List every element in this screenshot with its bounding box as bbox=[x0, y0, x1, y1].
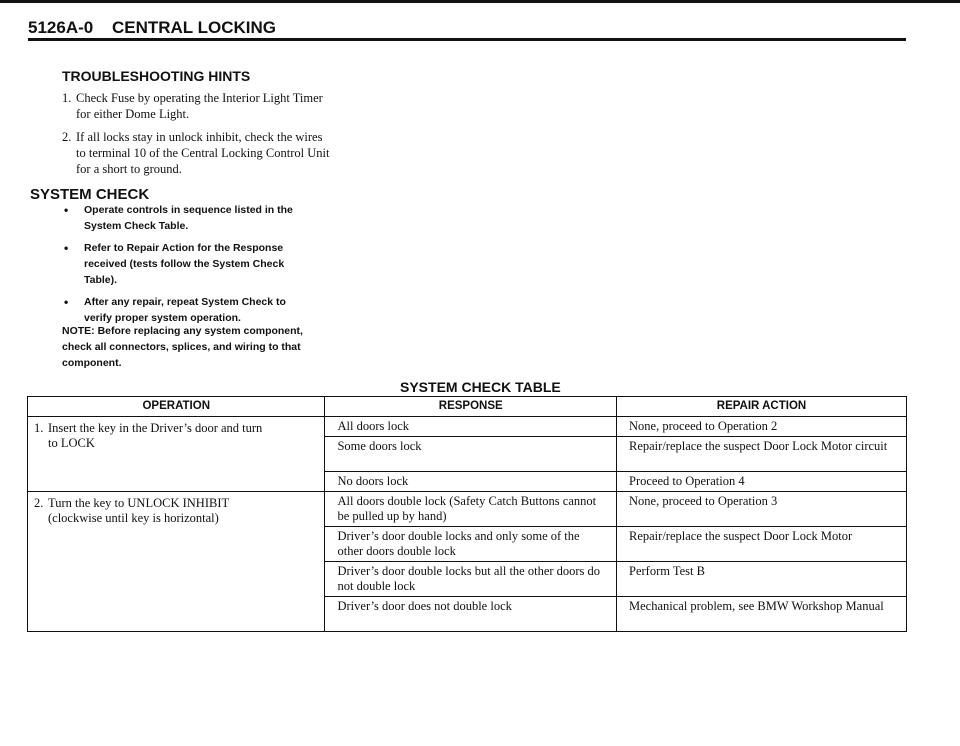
response-cell bbox=[325, 417, 617, 492]
response-text: All doors double lock (Safety Catch Buttons cannot be pulled up by hand) bbox=[325, 492, 616, 527]
response-text: Some doors lock bbox=[325, 437, 616, 472]
system-check-text: Operate controls in sequence listed in the System Check Table. bbox=[84, 204, 293, 232]
repair-text: Mechanical problem, see BMW Workshop Manual bbox=[629, 599, 884, 613]
table-title: SYSTEM CHECK TABLE bbox=[400, 379, 561, 395]
table-header-row bbox=[28, 397, 907, 417]
repair-text: Repair/replace the suspect Door Lock Motor bbox=[617, 527, 906, 562]
troubleshooting-list bbox=[62, 90, 334, 184]
response-text: No doors lock bbox=[337, 474, 409, 488]
system-check-item bbox=[64, 240, 314, 288]
response-text: All doors lock bbox=[325, 417, 616, 437]
table-row bbox=[28, 492, 907, 632]
section-code: 5126A-0 bbox=[28, 18, 94, 37]
system-check-text: Refer to Repair Action for the Response received (tests follow the System Check Table). bbox=[84, 242, 285, 286]
operation-text: Turn the key to UNLOCK INHIBIT bbox=[48, 496, 230, 510]
operation-number: 2. bbox=[34, 496, 44, 510]
troubleshooting-title: TROUBLESHOOTING HINTS bbox=[62, 68, 251, 84]
repair-text: Proceed to Operation 4 bbox=[629, 474, 745, 488]
hint-item bbox=[62, 90, 334, 122]
bullet-icon: • bbox=[64, 203, 69, 217]
repair-cell bbox=[617, 492, 907, 632]
system-check-item bbox=[64, 202, 314, 234]
hint-text: Check Fuse by operating the Interior Light Timer for either Dome Light. bbox=[76, 91, 323, 121]
hint-number: 2. bbox=[62, 130, 72, 144]
response-text: Driver’s door does not double lock bbox=[337, 599, 512, 613]
system-check-title: SYSTEM CHECK bbox=[30, 186, 150, 203]
repair-text: None, proceed to Operation 3 bbox=[617, 492, 906, 527]
header-repair-action: REPAIR ACTION bbox=[617, 397, 907, 417]
system-check-text: After any repair, repeat System Check to verify proper system operation. bbox=[84, 296, 286, 324]
header-response: RESPONSE bbox=[325, 397, 617, 417]
response-cell bbox=[325, 492, 617, 632]
repair-text: Perform Test B bbox=[617, 562, 906, 597]
operation-text-cont: to LOCK bbox=[48, 436, 95, 450]
hint-item bbox=[62, 129, 334, 177]
header-operation: OPERATION bbox=[28, 397, 325, 417]
repair-cell bbox=[617, 417, 907, 492]
operation-cell bbox=[28, 492, 325, 632]
operation-text-cont: (clockwise until key is horizontal) bbox=[48, 511, 219, 525]
hint-number: 1. bbox=[62, 91, 72, 105]
response-text: Driver’s door double locks and only some of the other doors double lock bbox=[325, 527, 616, 562]
page-header bbox=[28, 18, 276, 38]
note-text: NOTE: Before replacing any system component, check all connectors, splices, and wiring to that component. bbox=[62, 325, 303, 369]
system-check-table bbox=[27, 396, 907, 632]
bullet-icon: • bbox=[64, 295, 69, 309]
header-rule bbox=[28, 38, 906, 41]
system-check-list bbox=[64, 202, 314, 332]
operation-cell bbox=[28, 417, 325, 492]
response-text: Driver’s door double locks but all the other doors do not double lock bbox=[325, 562, 616, 597]
top-rule bbox=[0, 0, 960, 3]
bullet-icon: • bbox=[64, 241, 69, 255]
repair-text: None, proceed to Operation 2 bbox=[617, 417, 906, 437]
operation-text: Insert the key in the Driver’s door and turn bbox=[48, 421, 263, 435]
system-check-item bbox=[64, 294, 314, 326]
page-title: CENTRAL LOCKING bbox=[111, 18, 276, 37]
table-row bbox=[28, 417, 907, 492]
operation-number: 1. bbox=[34, 421, 44, 435]
repair-text: Repair/replace the suspect Door Lock Motor circuit bbox=[617, 437, 906, 472]
hint-text: If all locks stay in unlock inhibit, check the wires to terminal 10 of the Central Locking Control Unit for a short to ground. bbox=[76, 130, 330, 176]
